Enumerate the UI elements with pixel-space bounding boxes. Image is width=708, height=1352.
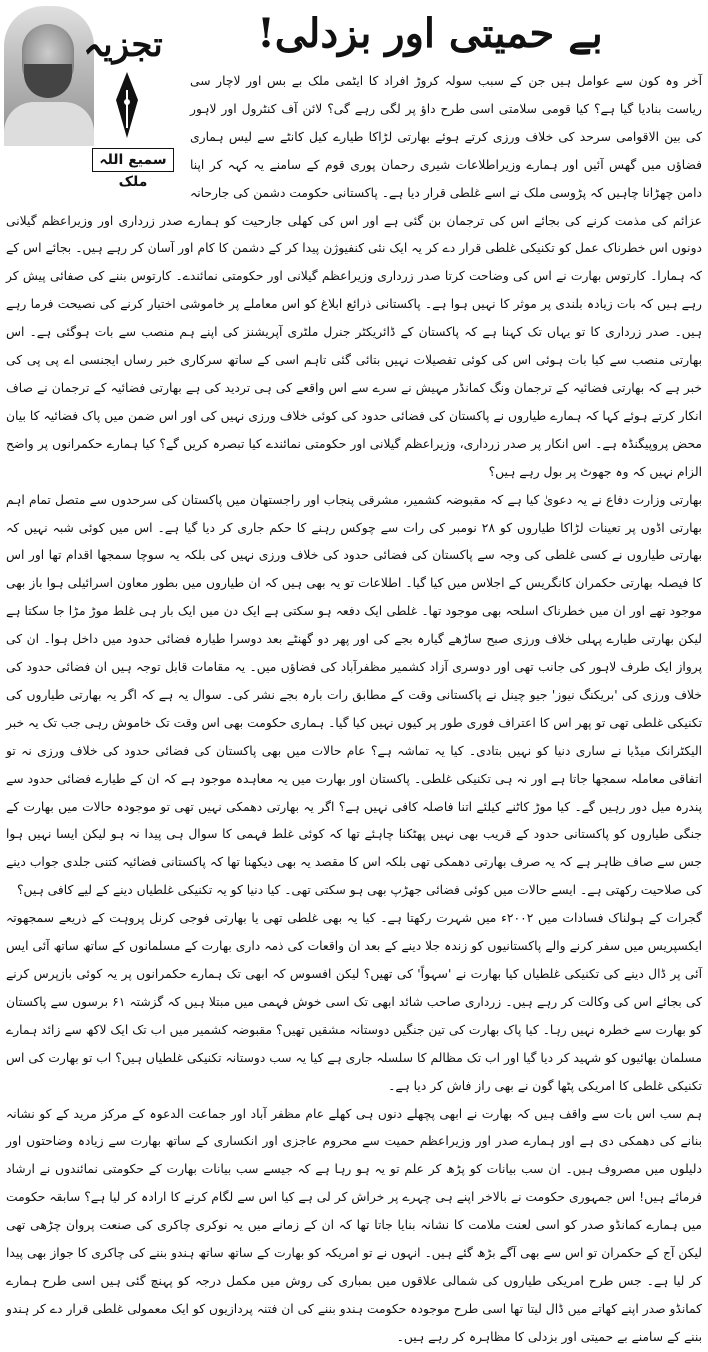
headline: بے حمیتی اور بزدلی!	[257, 10, 603, 57]
article-body	[6, 68, 702, 1344]
author-name: سمیع اللہ ملک	[92, 148, 174, 172]
paragraph-2: بھارتی وزارت دفاع نے یہ دعویٰ کیا ہے کہ مقبوضہ کشمیر، مشرقی پنجاب اور راجستھان میں پاکستان کی سرحدوں سے متصل تمام اہم بھارتی اڈوں پر تعینات لڑاکا طیاروں کو ۲۸ نومبر کی رات سے چوکس رہنے کا حکم جاری کر دیا گیا ہے۔ اس میں کوئی شبہ نہیں کہ بھارتی طیاروں نے کسی غلطی کی وجہ سے پاکستان کی فضائی حدود کی خلاف ورزی نہیں کی بلکہ یہ سوچا سمجھا اقدام تھا اور اس کا فیصلہ بھارتی حکمران کانگریس کے اجلاس میں کیا گیا۔ اطلاعات تو یہ بھی ہیں کہ ان طیاروں میں بطور معاون اسرائیلی ہوا باز بھی موجود تھے اور ان میں خطرناک اسلحہ بھی موجود تھا۔ غلطی ایک دفعہ ہو سکتی ہے ایک دن میں ایک بار ہی غلط موڑ مڑا جا سکتا ہے لیکن بھارتی طیارے پہلی خلاف ورزی صبح ساڑھے گیارہ بجے کی اور پھر دو گھنٹے بعد دوسرا طیارہ فضائی حدود میں داخل ہوا۔ ان کی پرواز ایک طرف لاہور کی جانب تھی اور دوسری آزاد کشمیر مظفرآباد کی فضاؤں میں۔ یہ مقامات قابل توجہ ہیں ان فضائی حدود کی خلاف ورزی کی 'بریکنگ نیوز' جیو چینل نے پاکستانی وقت کے مطابق رات بارہ بجے نشر کی۔ سوال یہ ہے کہ اگر یہ بھارتی طیاروں کی تکنیکی غلطی تھی تو پھر اس کا اعتراف فوری طور پر کیوں نہیں کیا گیا۔ ہماری حکومت بھی اس وقت تک خاموش رہی جب تک یہ خبر الیکٹرانک میڈیا نے ساری دنیا کو نہیں بتادی۔ کیا یہ تماشہ ہے؟ عام حالات میں بھی پاکستان کی فضائی حدود کی خلاف ورزی نہ تو اتفاقی معاملہ سمجھا جاتا ہے اور نہ ہی تکنیکی غلطی۔ پاکستان اور بھارت میں یہ معاہدہ موجود ہے کہ ان کے طیارے فضائی حدود سے پندرہ میل دور رہیں گے۔ کیا موڑ کاٹنے کیلئے اتنا فاصلہ کافی نہیں ہے؟ اگر یہ بھارتی دھمکی نہیں تھی تو موجودہ حالات میں بھارت کے جنگی طیاروں کو پاکستانی حدود کے قریب بھی نہیں پھٹکنا چاہئے تھا کہ کوئی غلط فہمی کا سوال ہی پیدا نہ ہو لیکن ایسا نہیں ہوا جس سے صاف ظاہر ہے کہ یہ صرف بھارتی دھمکی تھی بلکہ اس کا مقصد یہ بھی دیکھنا تھا کہ پاکستانی فضائیہ کتنی جلدی جواب دینے کی صلاحیت رکھتی ہے۔ ایسے حالات میں کوئی فضائی جھڑپ بھی ہو سکتی تھی۔ کیا دنیا کو یہ تکنیکی غلطیاں دینے کے لیے کافی ہیں؟	[6, 492, 702, 898]
byline-wrap-space	[6, 68, 190, 190]
column-tag: تجزیہ	[83, 25, 163, 65]
paragraph-3: گجرات کے ہولناک فسادات میں ۲۰۰۲ء میں شہرت رکھتا ہے۔ کیا یہ بھی غلطی تھی یا بھارتی فوجی کرنل پروہت کے ذریعے سمجھوتہ ایکسپریس میں سفر کرنے والے پاکستانیوں کو زندہ جلا دینے کے بعد ان واقعات کی ذمہ داری بھارت کے مسلمانوں کے ساتھ ساتھ آئی ایس آئی پر ڈال دینے کی تکنیکی غلطیاں کیا بھارت نے 'سہواً' کی تھیں؟ لیکن افسوس کہ ابھی تک ہمارے حکمرانوں پر یہ کوئی بازپرس کرنے کی بجائے اس کی وکالت کر رہے ہیں۔ زرداری صاحب شائد ابھی تک اسی خوش فہمی میں مبتلا ہیں کہ گزشتہ ۶۱ برسوں سے پاکستان کو بھارت سے خطرہ نہیں رہا۔ کیا پاک بھارت کی تین جنگیں دوستانہ مشقیں تھیں؟ مقبوضہ کشمیر میں اب تک ایک لاکھ سے زائد ہمارے مسلمان بھائیوں کو شہید کر دیا گیا اور اب تک مظالم کا سلسلہ جاری ہے کیا یہ سب دوستانہ تکنیکی غلطیاں ہیں؟ اب تو بھارت کی اس تکنیکی غلطی کا امریکی پٹھا گون نے بھی راز فاش کر دیا ہے۔	[6, 911, 702, 1093]
paragraph-1: آخر وہ کون سے عوامل ہیں جن کے سبب سولہ کروڑ افراد کا ایٹمی ملک بے بس اور لاچار سی ریاست بنادیا گیا ہے؟ کیا قومی سلامتی اسی طرح داؤ پر لگی رہے گی؟ لائن آف کنٹرول اور لاہور کی بین الاقوامی سرحد کی خلاف ورزی کرتے ہوئے بھارتی لڑاکا طیارے کیل کانٹے سے لیس ہماری فضاؤں میں گھس آئیں اور ہمارے وزیراطلاعات شیری رحمان پوری قوم کے سامنے یہ کہہ کر اپنا دامن چھڑانا چاہیں کہ پڑوسی ملک نے اسے غلطی قرار دیا ہے۔ پاکستانی حکومت دشمن کی جارحانہ عزائم کی مذمت کرنے کی بجائے اس کی ترجمان بن گئی ہے اور اس کی کھلی جارحیت کو ہمارے صدر زرداری اور وزیراعظم گیلانی دونوں اس خطرناک عمل کو تکنیکی غلطی قرار دے کر یہ ایک نئی کنفیوژن پیدا کر کے دشمن کا کام اور آسان کر رہے ہیں۔ بجائے اس کے کہ ہمارا۔ کارتوس بھارت نے اس کی وضاحت کرتا صدر زرداری وزیراعظم گیلانی اور حکومتی نمائندے۔ کارتوس بننے کی صفائی پیش کر رہے ہیں کہ بات زیادہ بلندی پر موثر کا نہیں ہوا ہے۔ پاکستانی ذرائع ابلاغ کو اس معاملے پر خاموشی اختیار کرنے کی نصیحت فرما رہے ہیں۔ صدر زرداری کا تو یہاں تک کہنا ہے کہ پاکستان کے ڈائریکٹر جنرل ملٹری آپریشنز کی اپنے ہم منصب سے بات ہوگئی ہے۔ اس بھارتی منصب سے کیا بات ہوئی اس کی کوئی تفصیلات نہیں بتائی گئی تاہم اسی کے ساتھ سرکاری خبر رساں ایجنسی اے پی پی کی خبر ہے کہ بھارتی فضائیہ کے ترجمان ونگ کمانڈر مہیش نے سرے سے اس واقعے کی ہی تردید کی ہے بھارتی فضائیہ کے ترجمان نے صاف انکار کرتے ہوئے کہا کہ ہمارے طیاروں نے پاکستان کی فضائی حدود کی کوئی خلاف ورزی نہیں کی اور اس ضمن میں پاک فضائیہ کا بیان محض پروپیگنڈہ ہے۔ اس انکار پر صدر زرداری، وزیراعظم گیلانی اور حکومتی نمائندے کیا تبصرہ کریں گے؟ کیا ہمارے حکمرانوں پر واضح الزام نہیں کہ وہ جھوٹ پر بول رہے ہیں؟	[6, 74, 702, 479]
paragraph-4: ہم سب اس بات سے واقف ہیں کہ بھارت نے ابھی پچھلے دنوں ہی کھلے عام مظفر آباد اور جماعت الدعوہ کے مرکز مرید کے کو نشانہ بنانے کی دھمکی دی ہے اور ہمارے صدر اور وزیراعظم حمیت سے محروم عاجزی اور انکساری کے ساتھ بھارت سے زیادہ وضاحتوں اور دلیلوں میں مصروف ہیں۔ ان سب بیانات کو پڑھ کر علم تو یہ ہو رہا ہے کہ جیسے سب بیانات بھارت کے حکومتی نمائندوں نے ارشاد فرمائے ہیں! اس جمہوری حکومت نے بالاخر اپنے ہی چہرے پر خراش کر لی ہے کیا اس سے لگام کرنے کا ارادہ کر لیا ہے؟ سابقہ حکومت میں ہمارے کمانڈو صدر کو اسی لعنت ملامت کا نشانہ بنایا جاتا تھا کہ ان کے زمانے میں یہ نوکری چاکری کی صنعت پروان چڑھی تھی لیکن آج کے حکمران تو اس سے بھی آگے بڑھ گئے ہیں۔ انہوں نے تو امریکہ کو بھارت کے ساتھ ساتھ ہندو بننے کی چاکری کا جواز بھی پیدا کر لیا ہے۔ جس طرح امریکی طیاروں کی شمالی علاقوں میں بمباری کی روش میں مکمل درجہ کو پہنچ گئی ہیں اسی طرح ہمارے کمانڈو صدر اپنے کھاتے میں ڈال لیتا تھا اسی طرح موجودہ حکومت ہندو بننے کی ان فتنہ پردازیوں کو ایک معمولی غلطی قرار دے کر ہندو بننے کے سامنے بے حمیتی اور بزدلی کا مظاہرہ کر رہے ہیں۔	[6, 1106, 702, 1344]
